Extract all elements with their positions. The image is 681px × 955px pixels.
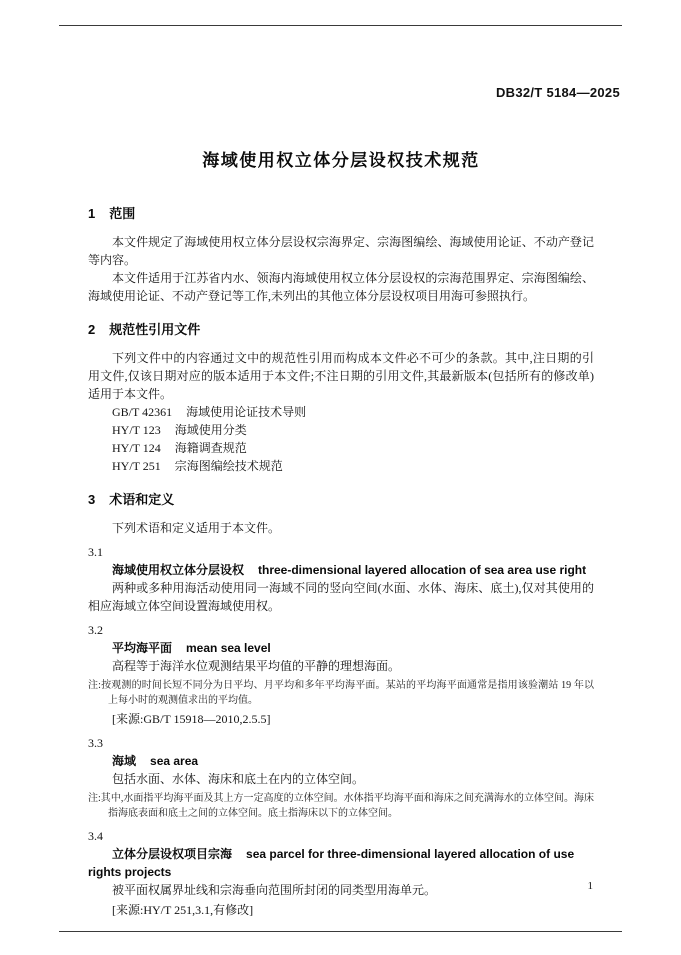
term-zh: 海域使用权立体分层设权 [112,563,245,577]
term-note: 注:按观测的时间长短不同分为日平均、月平均和多年平均海平面。某站的平均海平面通常是指用该验潮站 19 年以上每小时的观测值求出的平均值。 [88,680,594,706]
term-entry [88,621,594,728]
reference-item [88,457,594,475]
term-title [88,845,594,881]
reference-code: HY/T 124 [112,441,161,455]
bottom-border-rule [59,931,622,932]
section-terms-definitions [88,491,594,919]
section-heading-scope [88,205,594,222]
term-definition: 包括水面、水体、海床和底土在内的立体空间。 [112,772,365,786]
reference-code: HY/T 251 [112,459,161,473]
term-clause-number: 3.1 [88,545,103,559]
section-heading-text: 范围 [109,206,136,221]
term-clause-number: 3.4 [88,829,103,843]
section-heading-terms-definitions [88,491,594,508]
section-normative-references [88,321,594,475]
section-scope [88,205,594,305]
section-heading-text: 规范性引用文件 [109,322,201,337]
reference-title: 海域使用分类 [174,423,247,437]
scope-paragraph: 本文件规定了海域使用权立体分层设权宗海界定、宗海图编绘、海域使用论证、不动产登记等内容。 [88,235,594,267]
section-heading-normative-references [88,321,594,338]
page-number: 1 [587,880,593,892]
term-clause-number: 3.2 [88,623,103,637]
term-en: sea area [150,754,199,768]
reference-title: 宗海图编绘技术规范 [174,459,283,473]
terms-intro: 下列术语和定义适用于本文件。 [112,521,281,535]
reference-item [88,421,594,439]
term-entry [88,543,594,615]
scope-paragraph: 本文件适用于江苏省内水、领海内海域使用权立体分层设权的宗海范围界定、宗海图编绘、海域使用论证、不动产登记等工作,未列出的其他立体分层设权项目用海可参照执行。 [88,271,594,303]
document-title: 海域使用权立体分层设权技术规范 [202,151,480,170]
term-definition: 高程等于海洋水位观测结果平均值的平静的理想海面。 [112,659,401,673]
reference-title: 海域使用论证技术导则 [186,405,307,419]
normative-references-intro: 下列文件中的内容通过文中的规范性引用而构成本文件必不可少的条款。其中,注日期的引用文件,仅该日期对应的版本适用于本文件;不注日期的引用文件,其最新版本(包括所有的修改单)适用于本文件。 [88,351,594,401]
standard-number: DB32/T 5184—2025 [495,85,620,100]
term-source: [来源:GB/T 15918—2010,2.5.5] [112,712,271,726]
term-note: 注:其中,水面指平均海平面及其上方一定高度的立体空间。水体指平均海平面和海床之间充满海水的立体空间。海床指海底表面和底土之间的立体空间。底土指海床以下的立体空间。 [88,793,594,819]
term-title [88,561,594,579]
reference-item [88,439,594,457]
term-en: three-dimensional layered allocation of sea area use right [258,563,587,577]
top-border-rule [59,25,622,26]
term-en: sea parcel for three-dimensional layered allocation of use rights projects [88,847,575,879]
reference-code: GB/T 42361 [112,405,173,419]
reference-item [88,403,594,421]
term-entry [88,827,594,919]
term-zh: 平均海平面 [112,641,173,655]
reference-title: 海籍调查规范 [174,441,247,455]
term-entry [88,734,594,821]
term-en: mean sea level [186,641,271,655]
section-number: 2 [88,322,96,337]
section-heading-text: 术语和定义 [109,492,175,507]
term-definition: 两种或多种用海活动使用同一海域不同的竖向空间(水面、水体、海床、底土),仅对其使用的相应海域立体空间设置海域使用权。 [88,581,594,613]
section-number: 3 [88,492,96,507]
reference-code: HY/T 123 [112,423,161,437]
term-zh: 海域 [112,754,137,768]
term-zh: 立体分层设权项目宗海 [112,847,233,861]
section-number: 1 [88,206,96,221]
term-source: [来源:HY/T 251,3.1,有修改] [112,903,254,917]
term-clause-number: 3.3 [88,736,103,750]
term-definition: 被平面权属界址线和宗海垂向范围所封闭的同类型用海单元。 [112,883,437,897]
term-title [88,639,594,657]
term-title [88,752,594,770]
page-content [88,146,594,919]
